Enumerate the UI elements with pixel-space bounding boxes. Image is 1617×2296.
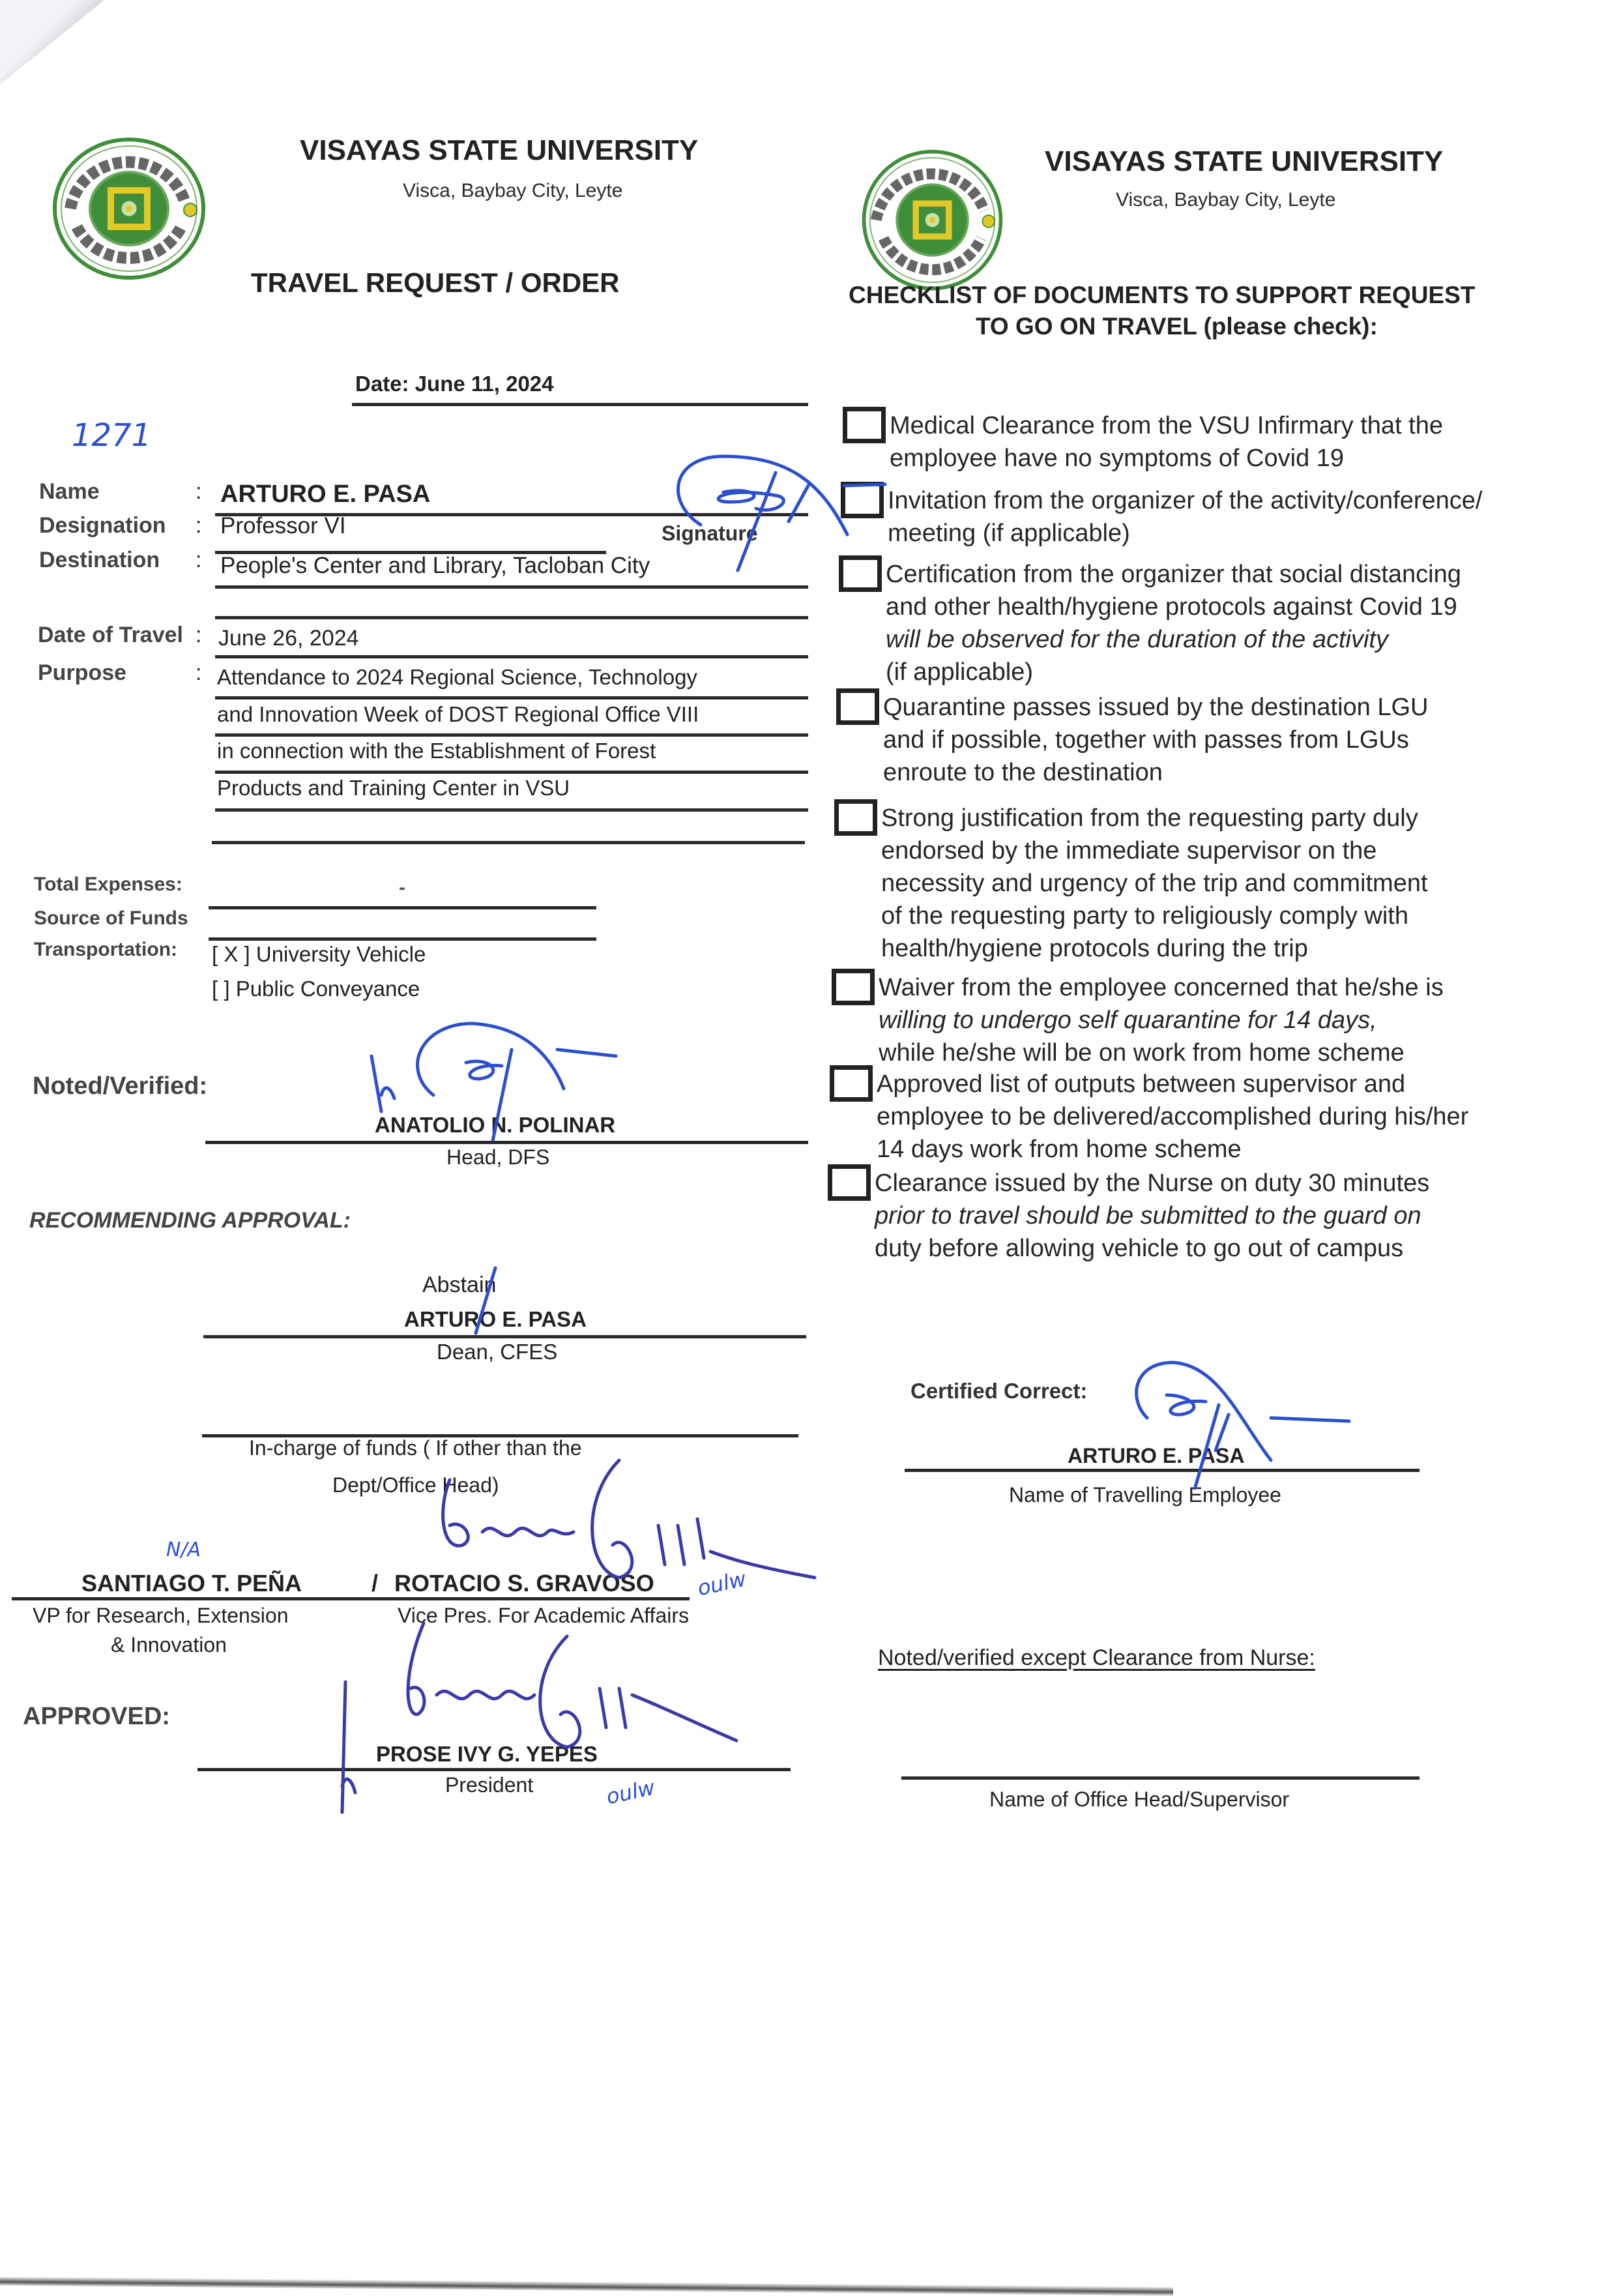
purpose-label: Purpose xyxy=(38,660,127,685)
noted-signature-line xyxy=(205,1141,808,1144)
checklist-checkbox[interactable] xyxy=(832,969,875,1005)
paper-bottom-edge xyxy=(0,2276,1173,2296)
checklist-item-text: will be observed for the duration of the activity xyxy=(886,626,1388,653)
transport-checkbox-checked[interactable]: [ X ] xyxy=(212,942,250,966)
checklist-item-text: 14 days work from home scheme xyxy=(877,1136,1242,1163)
purpose-underline xyxy=(215,808,808,812)
checklist-item-text: health/hygiene protocols during the trip xyxy=(881,935,1308,962)
paper-fold-artifact xyxy=(0,0,104,85)
dean-title: Dean, CFES xyxy=(437,1340,558,1364)
checklist-checkbox[interactable] xyxy=(834,799,877,836)
checklist-item-text: Approved list of outputs between supervisor and xyxy=(877,1070,1406,1098)
source-of-funds-underline xyxy=(209,937,596,941)
purpose-line: Attendance to 2024 Regional Science, Technology xyxy=(217,665,697,689)
request-date: Date: June 11, 2024 xyxy=(355,372,554,396)
university-address-right: Visca, Baybay City, Leyte xyxy=(1116,189,1336,211)
dean-note: Abstain xyxy=(422,1273,497,1297)
funds-caption-line-1: In-charge of funds ( If other than the xyxy=(249,1436,582,1460)
funds-caption-line-2: Dept/Office Head) xyxy=(332,1473,499,1497)
checklist-item-text: Certification from the organizer that social distancing xyxy=(886,561,1461,588)
name-colon: : xyxy=(196,479,202,504)
president-name: PROSE IVY G. YEPES xyxy=(376,1742,598,1766)
transport-checkbox-unchecked[interactable]: [ ] xyxy=(212,977,230,1001)
transport-option-label: University Vehicle xyxy=(255,942,426,966)
designation-label: Designation xyxy=(39,513,166,538)
purpose-underline xyxy=(215,771,808,774)
checklist-item-text: employee to be delivered/accomplished during his/her xyxy=(877,1103,1469,1130)
university-name-right: VISAYAS STATE UNIVERSITY xyxy=(1045,145,1444,177)
president-title: President xyxy=(445,1773,534,1797)
checklist-item-text: Invitation from the organizer of the activity/conference/ xyxy=(888,487,1483,514)
noted-name: ANATOLIO N. POLINAR xyxy=(375,1113,616,1137)
vp-na-note: N/A xyxy=(166,1538,201,1561)
transport-option-university-vehicle[interactable] xyxy=(212,942,426,967)
certified-correct-label: Certified Correct: xyxy=(910,1379,1088,1403)
date-of-travel-underline xyxy=(215,655,808,658)
purpose-underline xyxy=(215,696,808,699)
vp1-title-line-2: & Innovation xyxy=(111,1633,227,1656)
travelling-employee-name: ARTURO E. PASA xyxy=(1068,1444,1245,1467)
supervisor-caption: Name of Office Head/Supervisor xyxy=(989,1788,1290,1811)
vp1-title-line-1: VP for Research, Extension xyxy=(33,1604,289,1627)
checklist-item-text: while he/she will be on work from home scheme xyxy=(879,1039,1405,1067)
checklist-item-text: and if possible, together with passes from LGUs xyxy=(883,726,1409,754)
approved-label: APPROVED: xyxy=(23,1703,170,1730)
supervisor-signature-line xyxy=(901,1776,1420,1780)
destination-underline-2 xyxy=(215,616,808,619)
president-initials: oulw xyxy=(604,1774,658,1810)
checklist-item-text: (if applicable) xyxy=(886,658,1033,686)
purpose-line: in connection with the Establishment of Forest xyxy=(217,739,656,763)
checklist-checkbox[interactable] xyxy=(841,482,884,518)
checklist-item-text: and other health/hygiene protocols against Covid 19 xyxy=(886,593,1457,621)
university-name-left: VISAYAS STATE UNIVERSITY xyxy=(300,134,699,166)
designation-colon: : xyxy=(196,513,202,538)
checklist-item-text: enroute to the destination xyxy=(883,759,1163,786)
checklist-item-text: Strong justification from the requesting party duly xyxy=(881,804,1418,832)
dean-signature-line xyxy=(203,1335,806,1338)
checklist-checkbox[interactable] xyxy=(828,1164,871,1201)
checklist-item-text: meeting (if applicable) xyxy=(888,520,1130,547)
checklist-title-line-1: CHECKLIST OF DOCUMENTS TO SUPPORT REQUEST xyxy=(849,282,1476,308)
university-seal-right xyxy=(859,147,1006,293)
total-expenses-label: Total Expenses: xyxy=(34,874,182,895)
checklist-checkbox[interactable] xyxy=(839,555,882,592)
control-number: 1271 xyxy=(72,417,152,454)
date-underline xyxy=(352,403,808,406)
signature-label: Signature xyxy=(662,522,758,545)
checklist-item-text: Quarantine passes issued by the destination LGU xyxy=(883,694,1429,721)
destination-underline-1 xyxy=(215,585,808,589)
vp2-name: ROTACIO S. GRAVOSO xyxy=(394,1570,654,1597)
university-seal-left xyxy=(51,136,207,282)
vp2-title: Vice Pres. For Academic Affairs xyxy=(398,1604,689,1627)
checklist-item-text: necessity and urgency of the trip and commitment xyxy=(881,870,1428,897)
source-of-funds-label: Source of Funds xyxy=(34,907,188,929)
checklist-item-text: of the requesting party to religiously comply with xyxy=(881,902,1408,930)
checklist-item-text: endorsed by the immediate supervisor on the xyxy=(881,837,1377,864)
purpose-line: and Innovation Week of DOST Regional Office VIII xyxy=(217,702,699,726)
noted-verified-label: Noted/Verified: xyxy=(33,1072,208,1100)
checklist-item-text: duty before allowing vehicle to go out of campus xyxy=(875,1235,1404,1262)
checklist-item-text: Clearance issued by the Nurse on duty 30 minutes xyxy=(875,1170,1430,1197)
designation-value: Professor VI xyxy=(220,513,346,538)
purpose-underline xyxy=(215,733,808,737)
total-expenses-value: - xyxy=(399,877,405,898)
checklist-item-text: Medical Clearance from the VSU Infirmary that the xyxy=(890,412,1444,439)
transportation-label: Transportation: xyxy=(34,939,178,960)
checklist-checkbox[interactable] xyxy=(830,1065,873,1102)
destination-colon: : xyxy=(196,548,202,572)
name-label: Name xyxy=(39,479,100,504)
checklist-title-line-2: TO GO ON TRAVEL (please check): xyxy=(976,313,1378,340)
name-value: ARTURO E. PASA xyxy=(220,480,431,508)
transport-option-label: Public Conveyance xyxy=(235,977,420,1001)
total-expenses-underline xyxy=(209,906,596,909)
travelling-employee-caption: Name of Travelling Employee xyxy=(1009,1483,1281,1507)
destination-label: Destination xyxy=(39,548,160,572)
checklist-checkbox[interactable] xyxy=(843,407,886,443)
transport-option-public-conveyance[interactable] xyxy=(212,977,420,1001)
vp1-name: SANTIAGO T. PEÑA xyxy=(81,1570,302,1597)
university-address-left: Visca, Baybay City, Leyte xyxy=(403,180,623,201)
noted-title: Head, DFS xyxy=(446,1145,550,1169)
checklist-checkbox[interactable] xyxy=(836,688,879,725)
date-of-travel-value: June 26, 2024 xyxy=(218,626,359,651)
vp-separator: / xyxy=(371,1570,379,1597)
checklist-item-text: prior to travel should be submitted to the guard on xyxy=(875,1202,1421,1229)
checklist-item-text: employee have no symptoms of Covid 19 xyxy=(890,445,1345,472)
date-of-travel-colon: : xyxy=(196,623,202,647)
president-signature-line xyxy=(197,1768,791,1771)
nurse-clearance-label: Noted/verified except Clearance from Nurse: xyxy=(878,1645,1315,1670)
purpose-colon: : xyxy=(196,660,202,685)
purpose-underline xyxy=(212,841,805,844)
checklist-item-text: willing to undergo self quarantine for 14 days, xyxy=(879,1007,1377,1034)
dean-name: ARTURO E. PASA xyxy=(404,1307,587,1331)
checklist-item-text: Waiver from the employee concerned that he/she is xyxy=(879,974,1444,1001)
date-of-travel-label: Date of Travel xyxy=(38,623,183,647)
president-signature xyxy=(326,1617,769,1819)
vp-signature-line xyxy=(12,1597,690,1600)
recommending-approval-label: RECOMMENDING APPROVAL: xyxy=(29,1208,351,1233)
form-title: TRAVEL REQUEST / ORDER xyxy=(251,267,620,298)
destination-value: People's Center and Library, Tacloban City xyxy=(220,553,650,578)
vp2-initials: oulw xyxy=(695,1566,749,1601)
travelling-employee-signature-line xyxy=(905,1469,1420,1472)
purpose-line: Products and Training Center in VSU xyxy=(217,776,570,800)
